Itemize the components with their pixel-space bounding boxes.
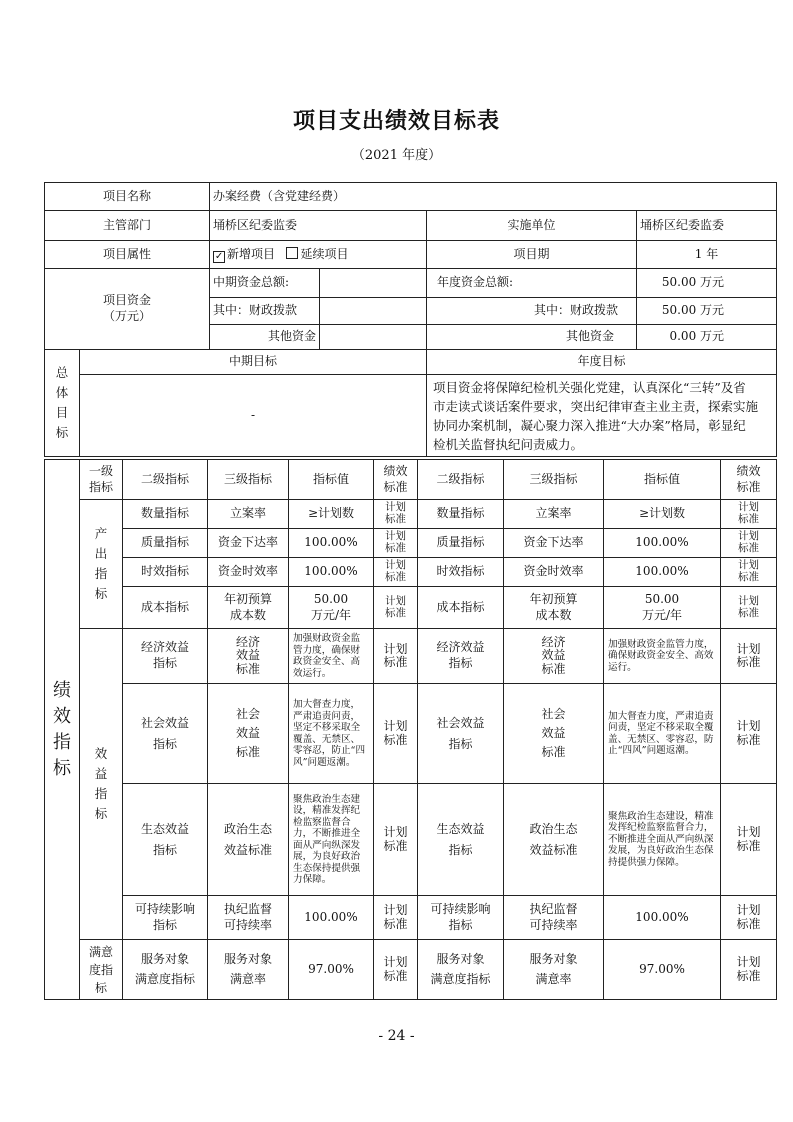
std-cell: 计划 标准 [721,896,777,940]
fund-timeliness-value-right: 100.00% [604,558,721,587]
table-row [45,784,777,896]
social-benefit-right: 社会效益 指标 [418,684,504,784]
row-goals-header [45,350,777,375]
table-row [45,940,777,1000]
filing-rate-left: 立案率 [208,500,289,529]
project-info-table [44,182,777,457]
table-row [45,587,777,629]
table-row [45,500,777,529]
overall-goals-label: 总 体 目 标 [45,350,80,457]
performance-indicators-table [44,459,777,1000]
std-header-right: 绩效 标准 [721,460,777,500]
cost-indicator-left: 成本指标 [123,587,208,629]
quality-indicator-left: 质量指标 [123,529,208,558]
std-cell: 计划 标准 [374,500,418,529]
eco-standard-left: 政治生态 效益标准 [208,784,289,896]
social-value-right: 加大督查力度，严肃追责问责，坚定不移采取全覆盖、无禁区、零容忍，防止“四风”问题返潮。 [604,684,721,784]
social-value-left: 加大督查力度，严肃追责问责，坚定不移采取全覆盖、无禁区、零容忍，防止“四风”问题返潮。 [289,684,374,784]
fund-release-value-left: 100.00% [289,529,374,558]
quality-indicator-right: 质量指标 [418,529,504,558]
mid-goal-text: - [80,375,427,457]
table-row [45,529,777,558]
filing-rate-value-left: ≥计划数 [289,500,374,529]
level2-header-right: 二级指标 [418,460,504,500]
dept-value: 埇桥区纪委监委 [210,211,427,241]
std-cell: 计划 标准 [721,940,777,1000]
std-cell: 计划 标准 [721,784,777,896]
economic-value-right: 加强财政资金监管力度，确保财政资金安全、高效运行。 [604,629,721,684]
fund-release-rate-left: 资金下达率 [208,529,289,558]
std-cell: 计划 标准 [721,587,777,629]
sustain-value-right: 100.00% [604,896,721,940]
eco-benefit-right: 生态效益 指标 [418,784,504,896]
annual-fiscal-value: 50.00 万元 [637,298,777,325]
level2-header-left: 二级指标 [123,460,208,500]
economic-value-left: 加强财政资金监管力度，确保财政资金安全、高效运行。 [289,629,374,684]
annual-other-value: 0.00 万元 [637,325,777,350]
service-satisfaction-rate-left: 服务对象 满意率 [208,940,289,1000]
std-cell: 计划 标准 [374,896,418,940]
timeliness-indicator-left: 时效指标 [123,558,208,587]
continued-project-checkbox [286,247,298,259]
row-attributes [45,241,777,269]
budget-cost-left: 年初预算 成本数 [208,587,289,629]
level3-header-left: 三级指标 [208,460,289,500]
table-row [45,684,777,784]
annual-goal-header: 年度目标 [427,350,777,375]
mid-total-value [320,269,427,298]
service-satisfaction-rate-right: 服务对象 满意率 [504,940,604,1000]
funds-label-line1: 项目资金 [103,293,152,308]
budget-cost-value-left: 50.00 万元/年 [289,587,374,629]
fund-timeliness-right: 资金时效率 [504,558,604,587]
page-number: - 24 - [378,1028,415,1044]
table-row [45,629,777,684]
filing-rate-right: 立案率 [504,500,604,529]
sustain-rate-left: 执纪监督 可持续率 [208,896,289,940]
attr-label: 项目属性 [45,241,210,269]
social-benefit-left: 社会效益 指标 [123,684,208,784]
continued-project-label: 延续项目 [300,247,349,262]
std-header-left: 绩效 标准 [374,460,418,500]
annual-fiscal-label: 其中：财政拨款 [427,298,637,325]
level1-header: 一级 指标 [80,460,123,500]
std-cell: 计划 标准 [721,529,777,558]
impl-value: 埇桥区纪委监委 [637,211,777,241]
annual-other-label: 其他资金 [427,325,637,350]
row-goals-content [45,375,777,457]
eco-value-right: 聚焦政治生态建设，精准发挥纪检监察监督合力，不断推进全面从严向纵深发展，为良好政治生态保持提供强力保障。 [604,784,721,896]
satisfaction-indicators-label: 满意 度指 标 [80,940,123,1000]
new-project-checkbox: ✓ [214,251,224,263]
service-satisfaction-left: 服务对象 满意度指标 [123,940,208,1000]
value-header-right: 指标值 [604,460,721,500]
economic-standard-left: 经济 效益 标准 [208,629,289,684]
mid-other-value [320,325,427,350]
perf-header-row [45,460,777,500]
row-project-name [45,183,777,211]
eco-standard-right: 政治生态 效益标准 [504,784,604,896]
std-cell: 计划 标准 [374,940,418,1000]
project-name-value: 办案经费（含党建经费） [210,183,777,211]
social-standard-right: 社会 效益 标准 [504,684,604,784]
attr-options [210,241,427,269]
table-row [45,558,777,587]
year-subtitle: （2021 年度） [351,148,442,163]
service-satisfaction-right: 服务对象 满意度指标 [418,940,504,1000]
perf-indicators-label: 绩 效 指 标 [45,460,80,1000]
annual-goal-text: 项目资金将保障纪检机关强化党建，认真深化“三转”及省 市走读式谈话案件要求，突出纪律审查主业主责，探索实施 协同办案机制，凝心聚力深入推进“大办案”格局，彰显纪 检机关监督执纪问责威力。 [427,375,777,457]
dept-label: 主管部门 [45,211,210,241]
eco-benefit-left: 生态效益 指标 [123,784,208,896]
budget-cost-value-right: 50.00 万元/年 [604,587,721,629]
annual-total-value: 50.00 万元 [637,269,777,298]
annual-total-label: 年度资金总额: [427,269,637,298]
new-project-label: 新增项目 [227,247,276,262]
fund-release-value-right: 100.00% [604,529,721,558]
mid-fiscal-value [320,298,427,325]
fund-timeliness-value-left: 100.00% [289,558,374,587]
sustain-indicator-left: 可持续影响 指标 [123,896,208,940]
funds-label-line2: （万元） [103,309,152,323]
sustain-value-left: 100.00% [289,896,374,940]
satisfaction-value-left: 97.00% [289,940,374,1000]
benefit-indicators-label: 效 益 指 标 [80,629,123,940]
eco-value-left: 聚焦政治生态建设，精准发挥纪检监察监督合力，不断推进全面从严向纵深发展，为良好政治生态保持提供强力保障。 [289,784,374,896]
std-cell: 计划 标准 [721,629,777,684]
fund-timeliness-left: 资金时效率 [208,558,289,587]
std-cell: 计划 标准 [721,684,777,784]
budget-cost-right: 年初预算 成本数 [504,587,604,629]
project-name-label: 项目名称 [45,183,210,211]
sustain-rate-right: 执纪监督 可持续率 [504,896,604,940]
std-cell: 计划 标准 [374,629,418,684]
cost-indicator-right: 成本指标 [418,587,504,629]
level3-header-right: 三级指标 [504,460,604,500]
mid-goal-header: 中期目标 [80,350,427,375]
mid-other-label: 其他资金 [210,325,320,350]
std-cell: 计划 标准 [374,558,418,587]
std-cell: 计划 标准 [374,587,418,629]
output-indicators-label: 产 出 指 标 [80,500,123,629]
row-department [45,211,777,241]
mid-total-label: 中期资金总额: [210,269,320,298]
economic-benefit-right: 经济效益 指标 [418,629,504,684]
sustain-indicator-right: 可持续影响 指标 [418,896,504,940]
fund-release-rate-right: 资金下达率 [504,529,604,558]
satisfaction-value-right: 97.00% [604,940,721,1000]
quantity-indicator-left: 数量指标 [123,500,208,529]
impl-label: 实施单位 [427,211,637,241]
mid-fiscal-label: 其中：财政拨款 [210,298,320,325]
std-cell: 计划 标准 [374,529,418,558]
filing-rate-value-right: ≥计划数 [604,500,721,529]
social-standard-left: 社会 效益 标准 [208,684,289,784]
funds-label [45,269,210,350]
std-cell: 计划 标准 [374,784,418,896]
period-label: 项目期 [427,241,637,269]
page-title: 项目支出绩效目标表 [292,108,500,134]
timeliness-indicator-right: 时效指标 [418,558,504,587]
table-row [45,896,777,940]
std-cell: 计划 标准 [721,500,777,529]
period-value: 1 年 [637,241,777,269]
std-cell: 计划 标准 [374,684,418,784]
std-cell: 计划 标准 [721,558,777,587]
quantity-indicator-right: 数量指标 [418,500,504,529]
value-header-left: 指标值 [289,460,374,500]
row-funds-total [45,269,777,298]
economic-benefit-left: 经济效益 指标 [123,629,208,684]
economic-standard-right: 经济 效益 标准 [504,629,604,684]
